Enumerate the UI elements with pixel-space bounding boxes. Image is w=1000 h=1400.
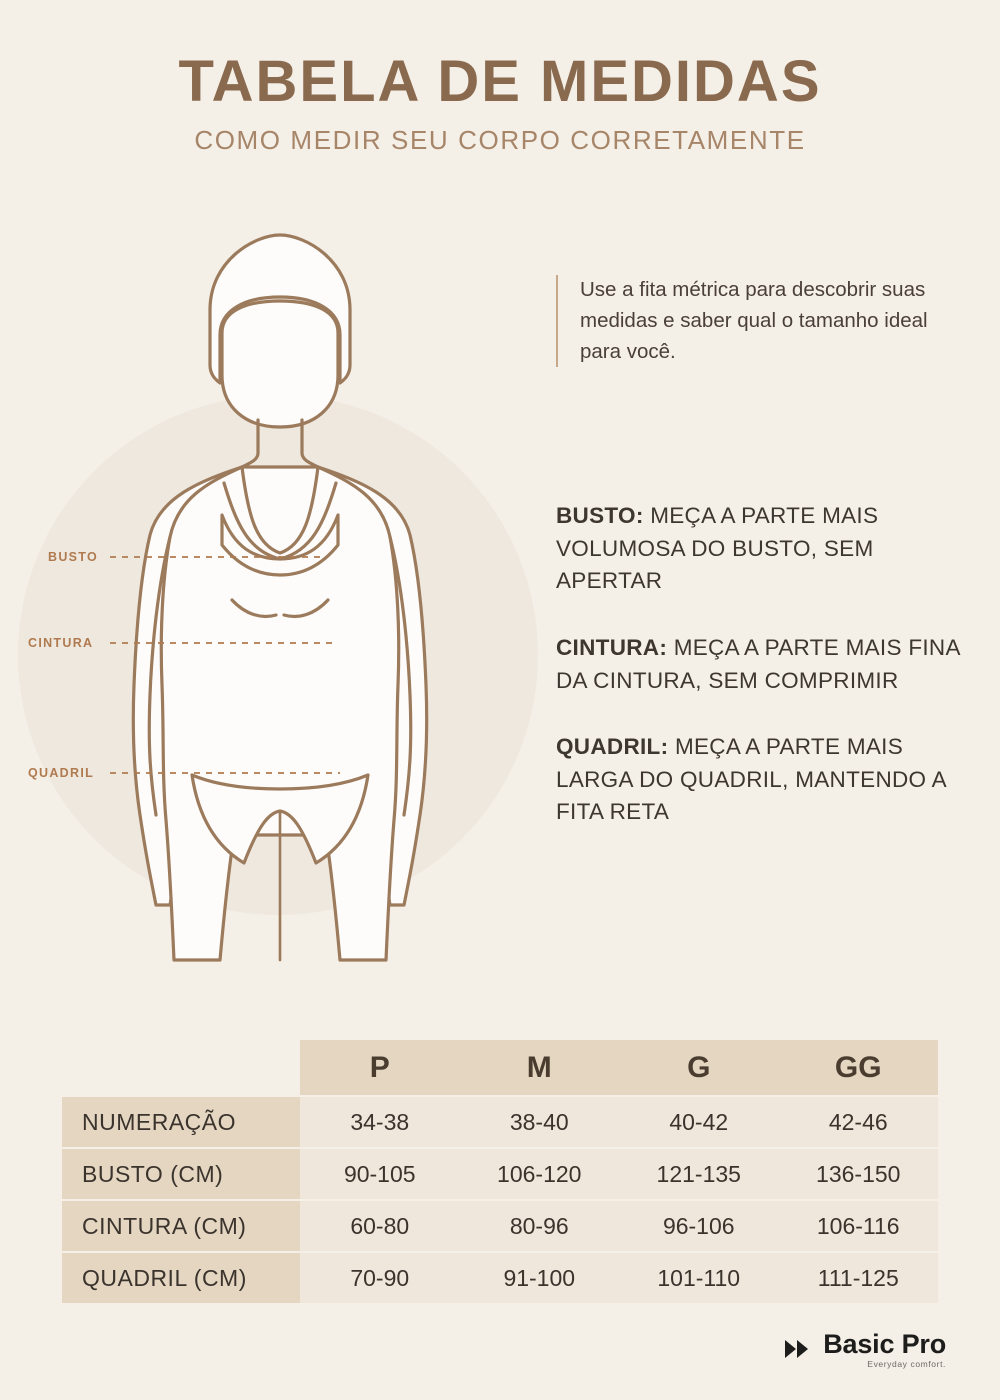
row-label-numeracao: NUMERAÇÃO [62, 1096, 300, 1148]
table-header-row [62, 1040, 938, 1096]
cell-busto-m: 106-120 [460, 1148, 620, 1200]
instruction-item-cintura [556, 632, 968, 697]
brand-text [823, 1328, 946, 1369]
intro-block [556, 275, 956, 367]
instruction-list [556, 500, 968, 863]
row-label-quadril: QUADRIL (CM) [62, 1252, 300, 1304]
label-quadril: QUADRIL [28, 766, 95, 780]
table-row [62, 1148, 938, 1200]
body-illustration [10, 215, 550, 1015]
instruction-term-cintura: CINTURA: [556, 634, 668, 660]
cell-cintura-gg: 106-116 [779, 1200, 939, 1252]
table-row [62, 1200, 938, 1252]
cell-cintura-p: 60-80 [300, 1200, 460, 1252]
cell-quadril-p: 70-90 [300, 1252, 460, 1304]
instruction-text-busto: MEÇA A PARTE MAIS VOLUMOSA DO BUSTO, SEM APERTAR [556, 503, 879, 594]
cell-numeracao-g: 40-42 [619, 1096, 779, 1148]
cell-quadril-m: 91-100 [460, 1252, 620, 1304]
page-subtitle: COMO MEDIR SEU CORPO CORRETAMENTE [194, 124, 806, 155]
cell-numeracao-p: 34-38 [300, 1096, 460, 1148]
row-label-busto: BUSTO (CM) [62, 1148, 300, 1200]
table-col-p: P [300, 1040, 460, 1096]
cell-numeracao-gg: 42-46 [779, 1096, 939, 1148]
female-figure-illustration [10, 215, 550, 1015]
brand-logo [783, 1328, 946, 1369]
page-title: TABELA DE MEDIDAS [178, 49, 822, 114]
row-label-cintura: CINTURA (CM) [62, 1200, 300, 1252]
instruction-item-quadril [556, 731, 968, 829]
instruction-item-busto [556, 500, 968, 598]
instruction-text-cintura: MEÇA A PARTE MAIS FINA DA CINTURA, SEM COMPRIMIR [556, 634, 960, 693]
cell-busto-g: 121-135 [619, 1148, 779, 1200]
instruction-term-busto: BUSTO: [556, 503, 644, 528]
cell-quadril-gg: 111-125 [779, 1252, 939, 1304]
instruction-term-quadril: QUADRIL: [556, 734, 669, 760]
table-corner-cell [62, 1040, 300, 1096]
cell-numeracao-m: 38-40 [460, 1096, 620, 1148]
table-col-gg: GG [779, 1040, 939, 1096]
cell-quadril-g: 101-110 [619, 1252, 779, 1304]
size-table-wrapper [62, 1040, 938, 1305]
double-chevron-icon [783, 1336, 813, 1362]
label-cintura: CINTURA [28, 636, 94, 650]
table-row [62, 1252, 938, 1304]
brand-name: Basic Pro [823, 1328, 946, 1359]
instruction-text-quadril: MEÇA A PARTE MAIS LARGA DO QUADRIL, MANTENDO A FITA RETA [556, 734, 946, 825]
header [0, 49, 1000, 156]
cell-busto-p: 90-105 [300, 1148, 460, 1200]
table-col-m: M [460, 1040, 620, 1096]
intro-text: Use a fita métrica para descobrir suas medidas e saber qual o tamanho ideal para você. [580, 278, 928, 363]
cell-cintura-m: 80-96 [460, 1200, 620, 1252]
cell-cintura-g: 96-106 [619, 1200, 779, 1252]
brand-tagline: Everyday comfort. [867, 1358, 946, 1369]
size-table [62, 1040, 938, 1305]
table-row [62, 1096, 938, 1148]
table-col-g: G [619, 1040, 779, 1096]
label-busto: BUSTO [48, 550, 99, 564]
cell-busto-gg: 136-150 [779, 1148, 939, 1200]
